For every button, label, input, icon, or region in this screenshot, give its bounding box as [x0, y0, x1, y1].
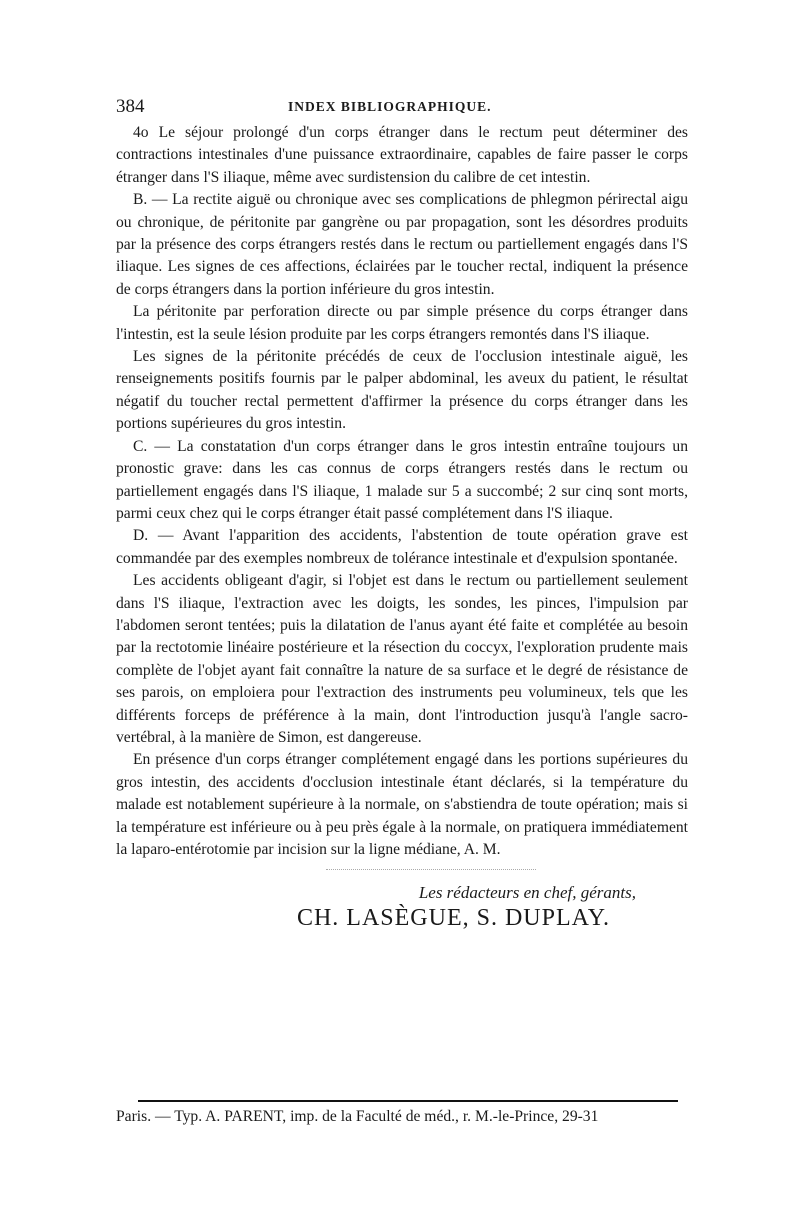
- paragraph: C. — La constatation d'un corps étranger dans le gros intestin entraîne toujours un pronostic grave: dans les cas connus de corps étrangers restés dans le rectum ou partiellement engagés dans l'S iliaque, 1 malade sur 5 a succombé; 2 sur cinq sont morts, parmi ceux chez qui le corps étranger était passé complétement dans l'S iliaque.: [116, 437, 688, 522]
- page: [116, 96, 688, 941]
- printer-imprint: Paris. — Typ. A. PARENT, imp. de la Faculté de méd., r. M.-le-Prince, 29-31: [116, 1108, 599, 1125]
- body-text: [116, 122, 688, 861]
- page-number: 384: [116, 96, 145, 117]
- paragraph: 4o Le séjour prolongé d'un corps étranger dans le rectum peut déterminer des contractions intestinales d'une puissance extraordinaire, capables de faire passer le corps étranger dans l'S iliaque, même avec surdistension du calibre de cet intestin.: [116, 124, 688, 186]
- divider-line: [138, 1100, 678, 1102]
- paragraph: La péritonite par perforation directe ou par simple présence du corps étranger dans l'intestin, est la seule lésion produite par les corps étrangers remontés dans l'S iliaque.: [116, 303, 688, 343]
- paragraph: B. — La rectite aiguë ou chronique avec ses complications de phlegmon périrectal aigu ou chronique, de péritonite par gangrène ou par propagation, sont les désordres produits par la présence des corps étrangers restés dans le rectum ou partiellement engagés dans l'S iliaque. Les signes de ces affections, éclairées par le toucher rectal, indiquent la présence de corps étrangers dans la portion inférieure du gros intestin.: [116, 191, 688, 298]
- paragraph: En présence d'un corps étranger complétement engagé dans les portions supérieures du gros intestin, des accidents d'occlusion intestinale étant déclarés, si la température du malade est notablement supérieure à la normale, on s'abstiendra de toute opération; mais si la température est inférieure ou à peu près égale à la normale, on pratiquera immédiatement la laparo-entérotomie par incision sur la ligne médiane, A. M.: [116, 751, 688, 858]
- paragraph: D. — Avant l'apparition des accidents, l'abstention de toute opération grave est commandée par des exemples nombreux de tolérance intestinale et d'expulsion spontanée.: [116, 527, 688, 567]
- signature-divider: [326, 869, 536, 870]
- editors-label: Les rédacteurs en chef, gérants,: [418, 883, 636, 903]
- editors-names: CH. LASÈGUE, S. DUPLAY.: [296, 905, 610, 932]
- paragraph: Les accidents obligeant d'agir, si l'objet est dans le rectum ou partiellement seulement dans l'S iliaque, l'extraction avec les doigts, les sondes, les pinces, l'impulsion par l'abdomen seront tentées; puis la dilatation de l'anus ayant été faite et complétée au besoin par la rectotomie linéaire postérieure et la résection du coccyx, l'exploration prudente mais complète de l'objet ayant fait connaître la nature de sa surface et le degré de résistance de ses parois, on emploiera pour l'extraction des instruments peu volumineux, tels que les différents forceps de préférence à la main, dont l'introduction jusqu'à l'angle sacro-vertébral, à la manière de Simon, est dangereuse.: [116, 572, 688, 746]
- paragraph: Les signes de la péritonite précédés de ceux de l'occlusion intestinale aiguë, les renseignements positifs fournis par le palper abdominal, les aveux du patient, le résultat négatif du toucher rectal permettent d'affirmer la présence du corps étranger dans les portions supérieures du gros intestin.: [116, 348, 688, 433]
- signature-block: [116, 869, 688, 941]
- page-header: [116, 96, 688, 120]
- running-title: INDEX BIBLIOGRAPHIQUE.: [288, 99, 492, 114]
